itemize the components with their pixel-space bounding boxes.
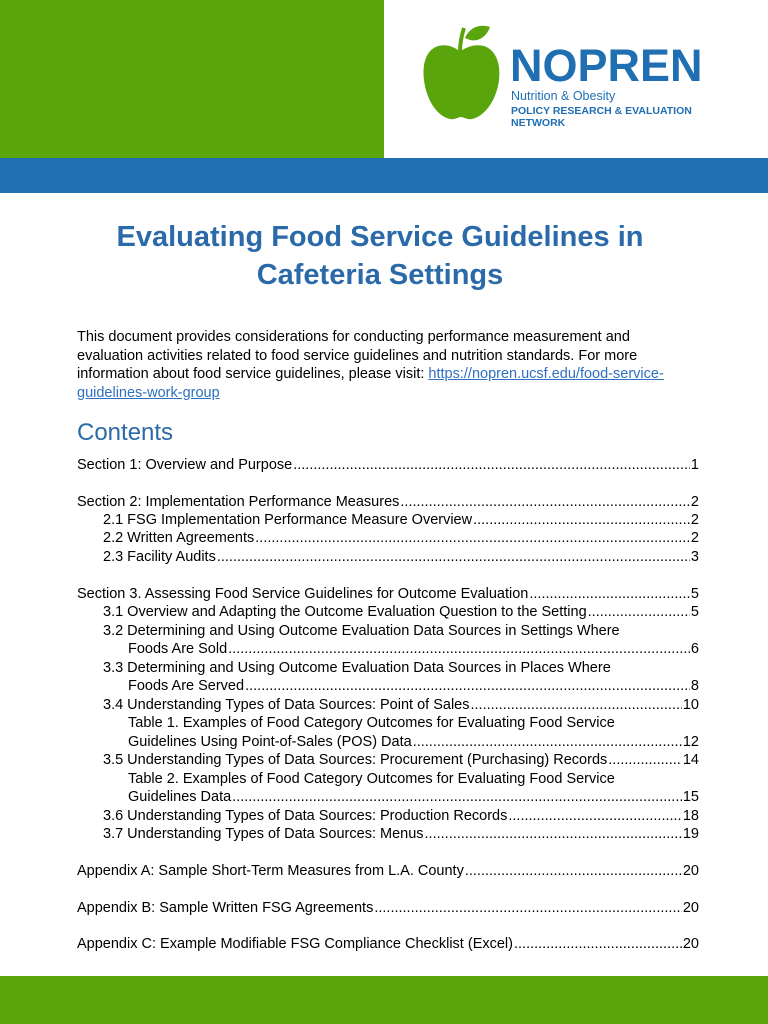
- brand-name: NOPREN: [510, 40, 703, 91]
- toc-leader: [228, 640, 690, 658]
- apple-icon: [420, 24, 502, 124]
- toc-page: 12: [682, 734, 699, 750]
- toc-label: Section 2: Implementation Performance Measures: [77, 494, 400, 510]
- toc-leader: [465, 862, 682, 880]
- toc-page: 20: [682, 936, 699, 952]
- toc-label: 3.6 Understanding Types of Data Sources: Production Records: [103, 808, 508, 824]
- toc-label: Foods Are Served: [128, 678, 245, 694]
- toc-item-2-2[interactable]: [103, 529, 699, 547]
- contents-heading: Contents: [77, 419, 174, 446]
- toc-page: 2: [690, 512, 699, 528]
- toc-leader: [473, 511, 690, 529]
- toc-leader: [232, 788, 682, 806]
- toc-page: 8: [690, 678, 699, 694]
- brand-subtitle: Nutrition & Obesity: [511, 89, 616, 103]
- toc-item-3-6[interactable]: [103, 807, 699, 825]
- toc-section-2[interactable]: [77, 493, 699, 511]
- toc-leader: [514, 935, 682, 953]
- toc-leader: [588, 603, 690, 621]
- toc-label: 3.5 Understanding Types of Data Sources: Procurement (Purchasing) Records: [103, 752, 608, 768]
- toc-section-3[interactable]: [77, 585, 699, 603]
- toc-page: 3: [690, 549, 699, 565]
- toc-label: 2.3 Facility Audits: [103, 549, 216, 565]
- toc-label: 3.7 Understanding Types of Data Sources: Menus: [103, 826, 424, 842]
- header-blue-bar: [0, 158, 768, 193]
- toc-page: 15: [682, 789, 699, 805]
- intro-text: This document provides considerations for conducting performance measurement and evaluation activities related to food service guidelines and nutrition standards. For more information about food service guidelines, please visit:: [77, 329, 638, 382]
- toc-page: 5: [690, 604, 699, 620]
- toc-table-2[interactable]: [128, 788, 699, 806]
- nopren-logo: [420, 24, 740, 134]
- document-title: Evaluating Food Service Guidelines in Cafeteria Settings: [116, 221, 644, 291]
- toc-item-3-3[interactable]: [128, 677, 699, 695]
- toc-item-2-3[interactable]: [103, 548, 699, 566]
- toc-section-1[interactable]: [77, 456, 699, 474]
- toc-appendix-b[interactable]: [77, 899, 699, 917]
- toc-page: 18: [682, 808, 699, 824]
- toc-page: 20: [682, 900, 699, 916]
- toc-leader: [425, 825, 682, 843]
- toc-page: 1: [690, 457, 699, 473]
- toc-leader: [413, 733, 682, 751]
- toc-page: 6: [690, 641, 699, 657]
- toc-label: Section 1: Overview and Purpose: [77, 457, 293, 473]
- toc-leader: [608, 751, 682, 769]
- toc-label: Appendix A: Sample Short-Term Measures from L.A. County: [77, 863, 464, 879]
- work-group-link[interactable]: https://nopren.ucsf.edu/food-service-guidelines-work-group: [77, 366, 664, 401]
- toc-item-3-3-line1[interactable]: 3.3 Determining and Using Outcome Evaluation Data Sources in Places Where: [103, 660, 611, 676]
- toc-page: 10: [682, 697, 699, 713]
- toc-leader: [374, 899, 682, 917]
- toc-appendix-a[interactable]: [77, 862, 699, 880]
- toc-label: Guidelines Using Point-of-Sales (POS) Data: [128, 734, 412, 750]
- toc-label: Section 3. Assessing Food Service Guidelines for Outcome Evaluation: [77, 586, 529, 602]
- toc-leader: [217, 548, 690, 566]
- toc-page: 5: [690, 586, 699, 602]
- toc-appendix-c[interactable]: [77, 935, 699, 953]
- toc-leader: [245, 677, 690, 695]
- toc-label: 2.1 FSG Implementation Performance Measure Overview: [103, 512, 473, 528]
- toc-item-3-2[interactable]: [128, 640, 699, 658]
- toc-item-3-2-line1[interactable]: 3.2 Determining and Using Outcome Evaluation Data Sources in Settings Where: [103, 623, 620, 639]
- toc-label: 2.2 Written Agreements: [103, 530, 255, 546]
- header-green-block: [0, 0, 384, 158]
- toc-leader: [293, 456, 690, 474]
- toc-label: 3.4 Understanding Types of Data Sources: Point of Sales: [103, 697, 470, 713]
- toc-table-1[interactable]: [128, 733, 699, 751]
- toc-item-3-1[interactable]: [103, 603, 699, 621]
- toc-leader: [508, 807, 682, 825]
- footer-green-bar: [0, 976, 768, 1024]
- brand-network: POLICY RESEARCH & EVALUATION NETWORK: [511, 105, 692, 129]
- toc-label: Guidelines Data: [128, 789, 232, 805]
- toc-page: 19: [682, 826, 699, 842]
- toc-page: 2: [690, 530, 699, 546]
- toc-page: 2: [690, 494, 699, 510]
- toc-item-3-7[interactable]: [103, 825, 699, 843]
- toc-label: Appendix C: Example Modifiable FSG Compliance Checklist (Excel): [77, 936, 513, 952]
- toc-leader: [470, 696, 681, 714]
- toc-table-1-line1[interactable]: Table 1. Examples of Food Category Outcomes for Evaluating Food Service: [128, 715, 615, 731]
- toc-leader: [255, 529, 690, 547]
- toc-page: 20: [682, 863, 699, 879]
- toc-label: Foods Are Sold: [128, 641, 228, 657]
- toc-item-2-1[interactable]: [103, 511, 699, 529]
- toc-label: 3.1 Overview and Adapting the Outcome Evaluation Question to the Setting: [103, 604, 587, 620]
- toc-leader: [529, 585, 690, 603]
- toc-item-3-5[interactable]: [103, 751, 699, 769]
- toc-item-3-4[interactable]: [103, 696, 699, 714]
- toc-page: 14: [682, 752, 699, 768]
- toc-leader: [400, 493, 690, 511]
- toc-table-2-line1[interactable]: Table 2. Examples of Food Category Outcomes for Evaluating Food Service: [128, 771, 615, 787]
- intro-paragraph: [77, 328, 697, 402]
- toc-label: Appendix B: Sample Written FSG Agreements: [77, 900, 374, 916]
